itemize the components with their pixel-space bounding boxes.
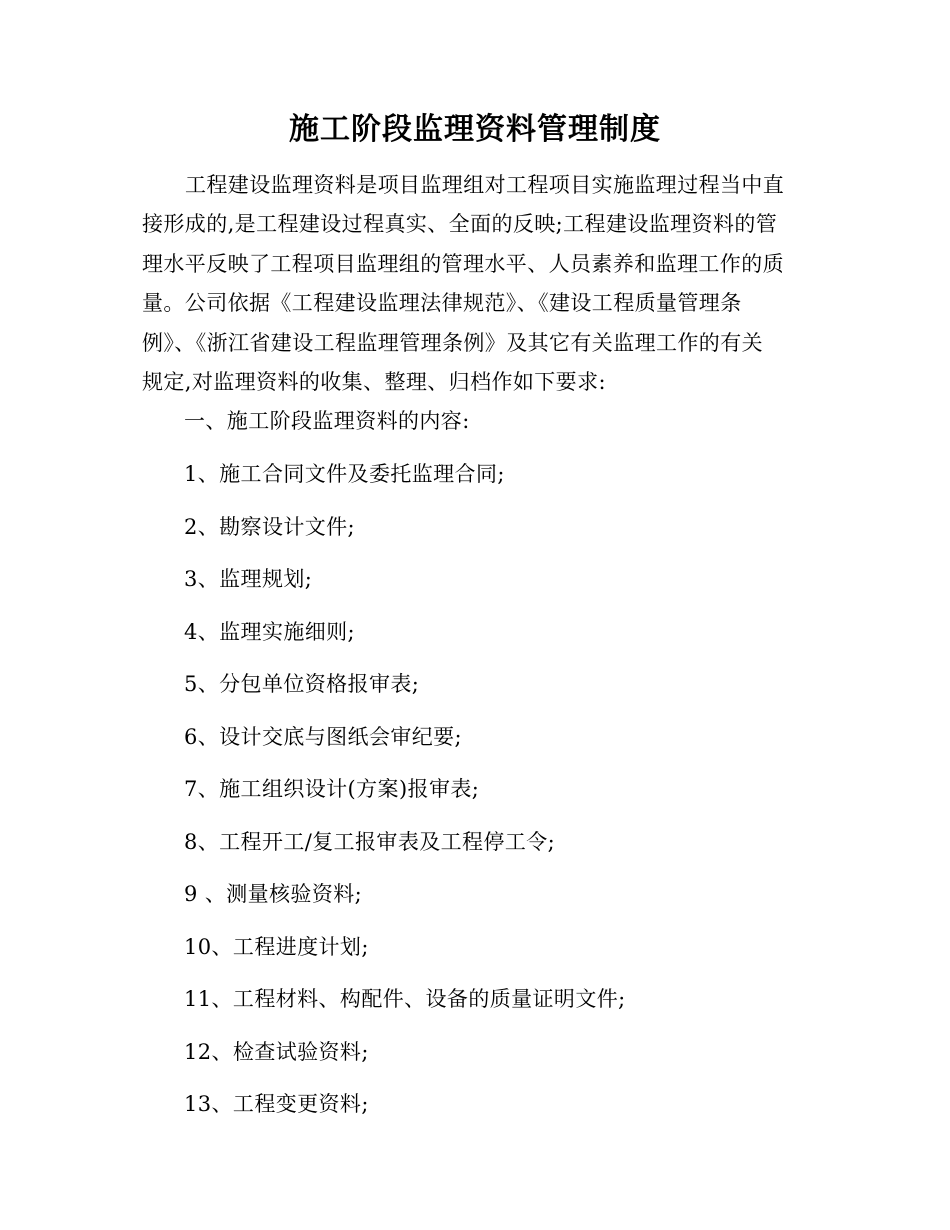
list-item: 10、工程进度计划; [184,935,369,959]
list-item: 5、分包单位资格报审表; [184,672,420,696]
list-item: 12、检查试验资料; [184,1040,369,1064]
list-item: 7、施工组织设计(方案)报审表; [184,777,480,801]
intro-line: 理水平反映了工程项目监理组的管理水平、人员素养和监理工作的质 [142,251,784,276]
list-item: 4、监理实施细则; [184,620,356,644]
list-item: 9 、测量核验资料; [184,882,363,906]
intro-line: 例》、《浙江省建设工程监理管理条例》及其它有关监理工作的有关 [142,330,763,355]
intro-line: 量。公司依据《工程建设监理法律规范》、《建设工程质量管理条 [142,291,742,316]
document-title: 施工阶段监理资料管理制度 [289,112,661,147]
intro-line: 接形成的,是工程建设过程真实、全面的反映;工程建设监理资料的管 [142,212,778,237]
list-item: 3、监理规划; [184,567,313,591]
list-item: 13、工程变更资料; [184,1092,369,1116]
list-item: 1、施工合同文件及委托监理合同; [184,462,505,486]
intro-paragraph [142,166,802,402]
intro-line: 工程建设监理资料是项目监理组对工程项目实施监理过程当中直 [185,173,785,197]
list-item: 2、勘察设计文件; [184,515,356,539]
section-heading: 一、施工阶段监理资料的内容: [184,409,470,433]
intro-line: 规定,对监理资料的收集、整理、归档作如下要求: [142,370,606,395]
list-item: 11、工程材料、构配件、设备的质量证明文件; [184,987,626,1011]
list-item: 8、工程开工/复工报审表及工程停工令; [184,830,556,854]
list-item: 6、设计交底与图纸会审纪要; [184,725,463,749]
